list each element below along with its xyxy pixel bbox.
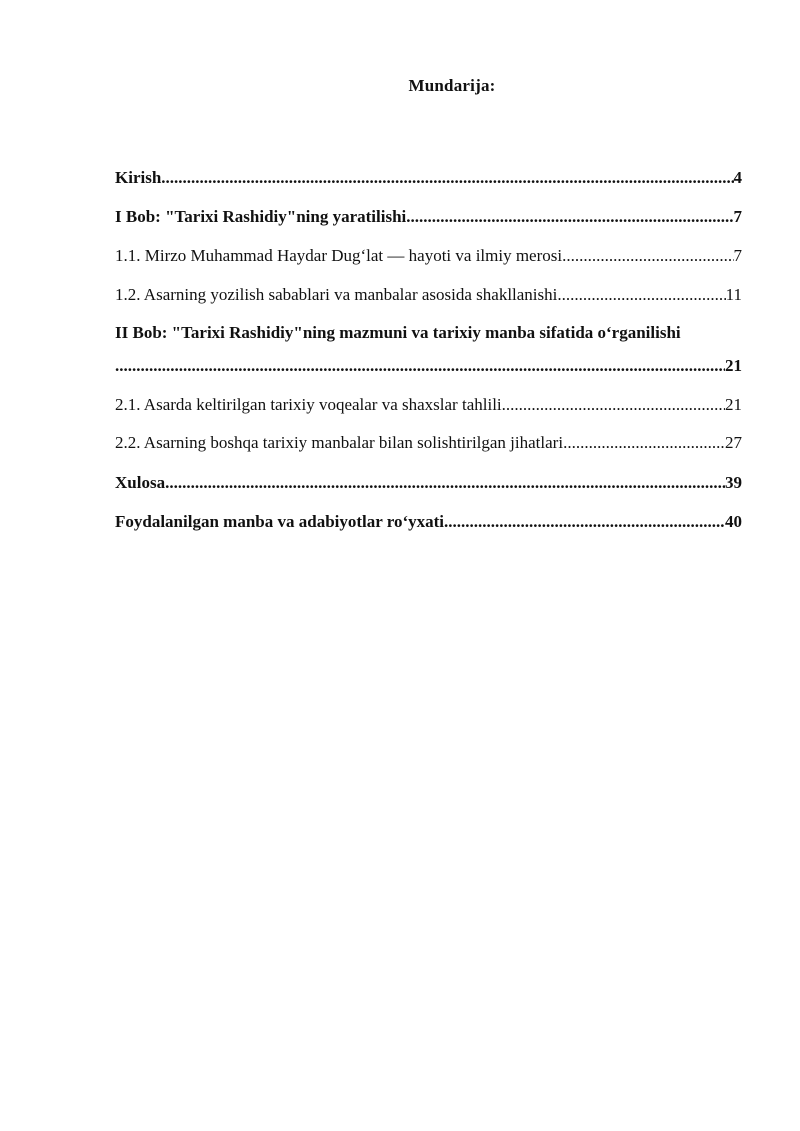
toc-entry-section-1-1[interactable]: [115, 245, 742, 267]
toc-page-number: 39: [725, 473, 742, 492]
toc-leader-dots: [563, 432, 725, 454]
toc-page-number: 4: [733, 168, 742, 187]
toc-leader-dots: [444, 511, 725, 533]
toc-entry-section-1-2[interactable]: [115, 284, 742, 306]
toc-leader-dots: [115, 355, 725, 377]
toc-page-number: 40: [725, 512, 742, 531]
toc-entry-kirish[interactable]: [115, 167, 742, 189]
toc-entry-chapter-2[interactable]: [115, 322, 742, 377]
toc-entry-text: I Bob: "Tarixi Rashidiy"ning yaratilishi: [115, 207, 407, 226]
toc-page-number: 21: [725, 356, 742, 375]
toc-entry-text: II Bob: "Tarixi Rashidiy"ning mazmuni va tarixiy manba sifatida o‘rganilishi: [115, 323, 681, 342]
toc-entry-references[interactable]: [115, 511, 742, 533]
toc-leader-dots: [557, 284, 725, 306]
toc-leader-dots: [562, 245, 733, 267]
toc-entry-xulosa[interactable]: [115, 472, 742, 494]
toc-entry-text: 1.1. Mirzo Muhammad Haydar Dug‘lat — hayoti va ilmiy merosi: [115, 246, 563, 265]
toc-entry-section-2-2[interactable]: [115, 432, 742, 454]
toc-page-number: 7: [733, 246, 742, 265]
toc-entry-text: 2.1. Asarda keltirilgan tarixiy voqealar va shaxslar tahlili: [115, 395, 502, 414]
toc-page-number: 11: [725, 285, 742, 304]
toc-entry-text: 2.2. Asarning boshqa tarixiy manbalar bilan solishtirilgan jihatlari: [115, 433, 564, 452]
toc-entry-chapter-1[interactable]: [115, 206, 742, 228]
toc-leader-dots: [165, 472, 725, 494]
toc-leader-dots: [502, 394, 725, 416]
toc-entry-text: Xulosa: [115, 473, 166, 492]
toc-entry-text: 1.2. Asarning yozilish sabablari va manbalar asosida shakllanishi: [115, 285, 558, 304]
toc-page-number: 7: [733, 207, 742, 226]
toc-page-number: 27: [725, 433, 742, 452]
toc-leader-dots: [406, 206, 733, 228]
page-title: Mundarija:: [408, 76, 496, 95]
toc-entry-text: Kirish: [115, 168, 162, 187]
toc-page-number: 21: [725, 395, 742, 414]
toc-entry-text: Foydalanilgan manba va adabiyotlar ro‘yxati: [115, 512, 445, 531]
toc-leader-dots: [161, 167, 733, 189]
toc-entry-section-2-1[interactable]: [115, 394, 742, 416]
